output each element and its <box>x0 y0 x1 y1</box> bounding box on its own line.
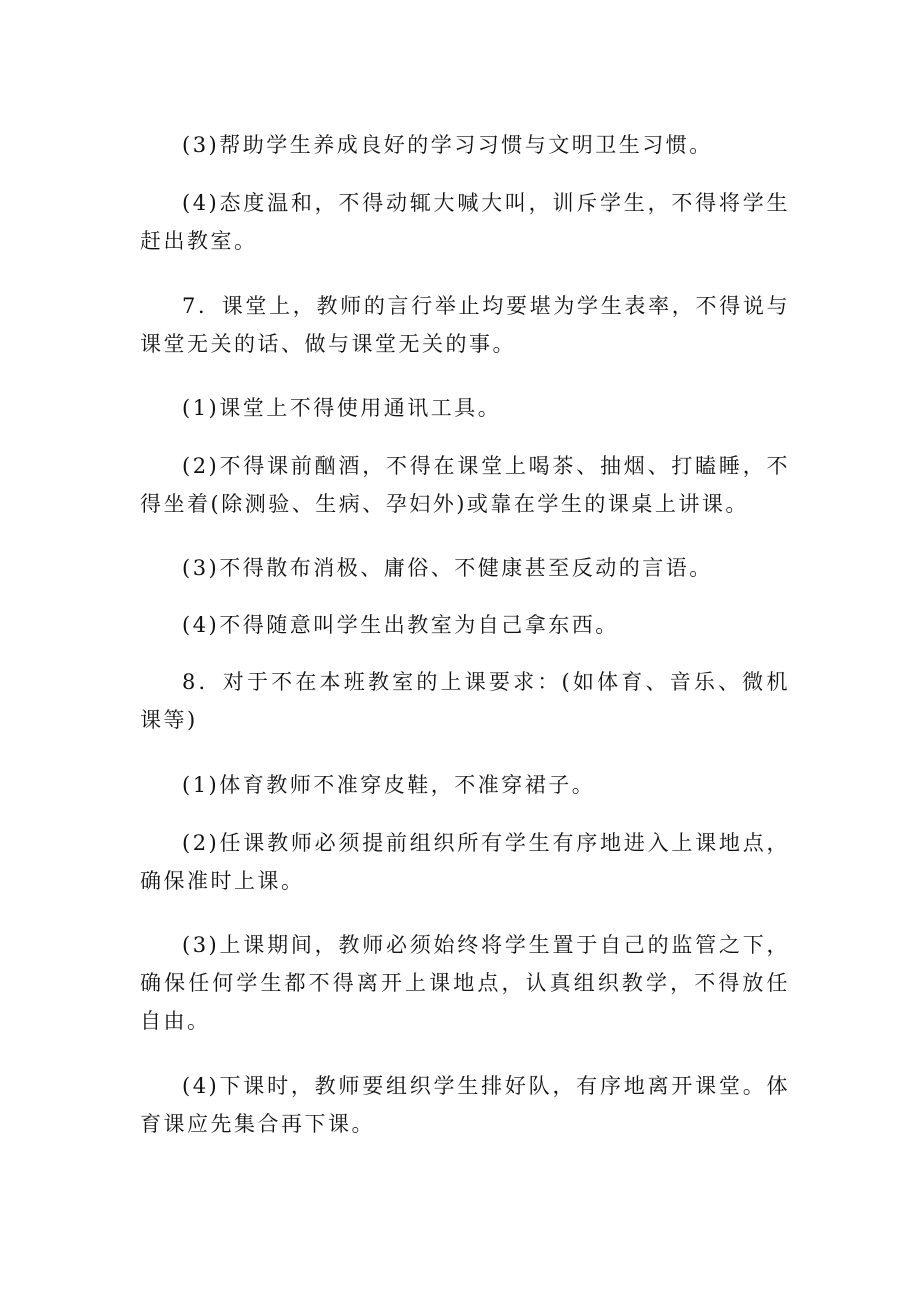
paragraph-7-3: (3)不得散布消极、庸俗、不健康甚至反动的言语。 <box>182 556 713 580</box>
paragraph-4-gentle-attitude: (4)态度温和，不得动辄大喊大叫，训斥学生，不得将学生赶出教室。 <box>140 191 790 253</box>
paragraph-7-4: (4)不得随意叫学生出教室为自己拿东西。 <box>182 613 619 637</box>
paragraph-3-study-habits: (3)帮助学生养成良好的学习习惯与文明卫生习惯。 <box>182 133 713 157</box>
paragraph-item-7: 7．课堂上，教师的言行举止均要堪为学生表率，不得说与课堂无关的话、做与课堂无关的事。 <box>140 294 790 356</box>
paragraph-8-4: (4)下课时，教师要组织学生排好队，有序地离开课堂。体育课应先集合再下课。 <box>140 1074 790 1136</box>
paragraph-7-2: (2)不得课前酗酒，不得在课堂上喝茶、抽烟、打瞌睡，不得坐着(除测验、生病、孕妇外)或靠在学生的课桌上讲课。 <box>140 454 790 516</box>
paragraph-7-1: (1)课堂上不得使用通讯工具。 <box>182 396 502 420</box>
paragraph-8-1: (1)体育教师不准穿皮鞋，不准穿裙子。 <box>182 773 596 797</box>
paragraph-8-2: (2)任课教师必须提前组织所有学生有序地进入上课地点，确保准时上课。 <box>140 831 790 893</box>
paragraph-8-3: (3)上课期间，教师必须始终将学生置于自己的监管之下，确保任何学生都不得离开上课地点，认真组织教学，不得放任自由。 <box>140 933 790 1033</box>
paragraph-item-8: 8．对于不在本班教室的上课要求：(如体育、音乐、微机课等) <box>140 670 790 732</box>
